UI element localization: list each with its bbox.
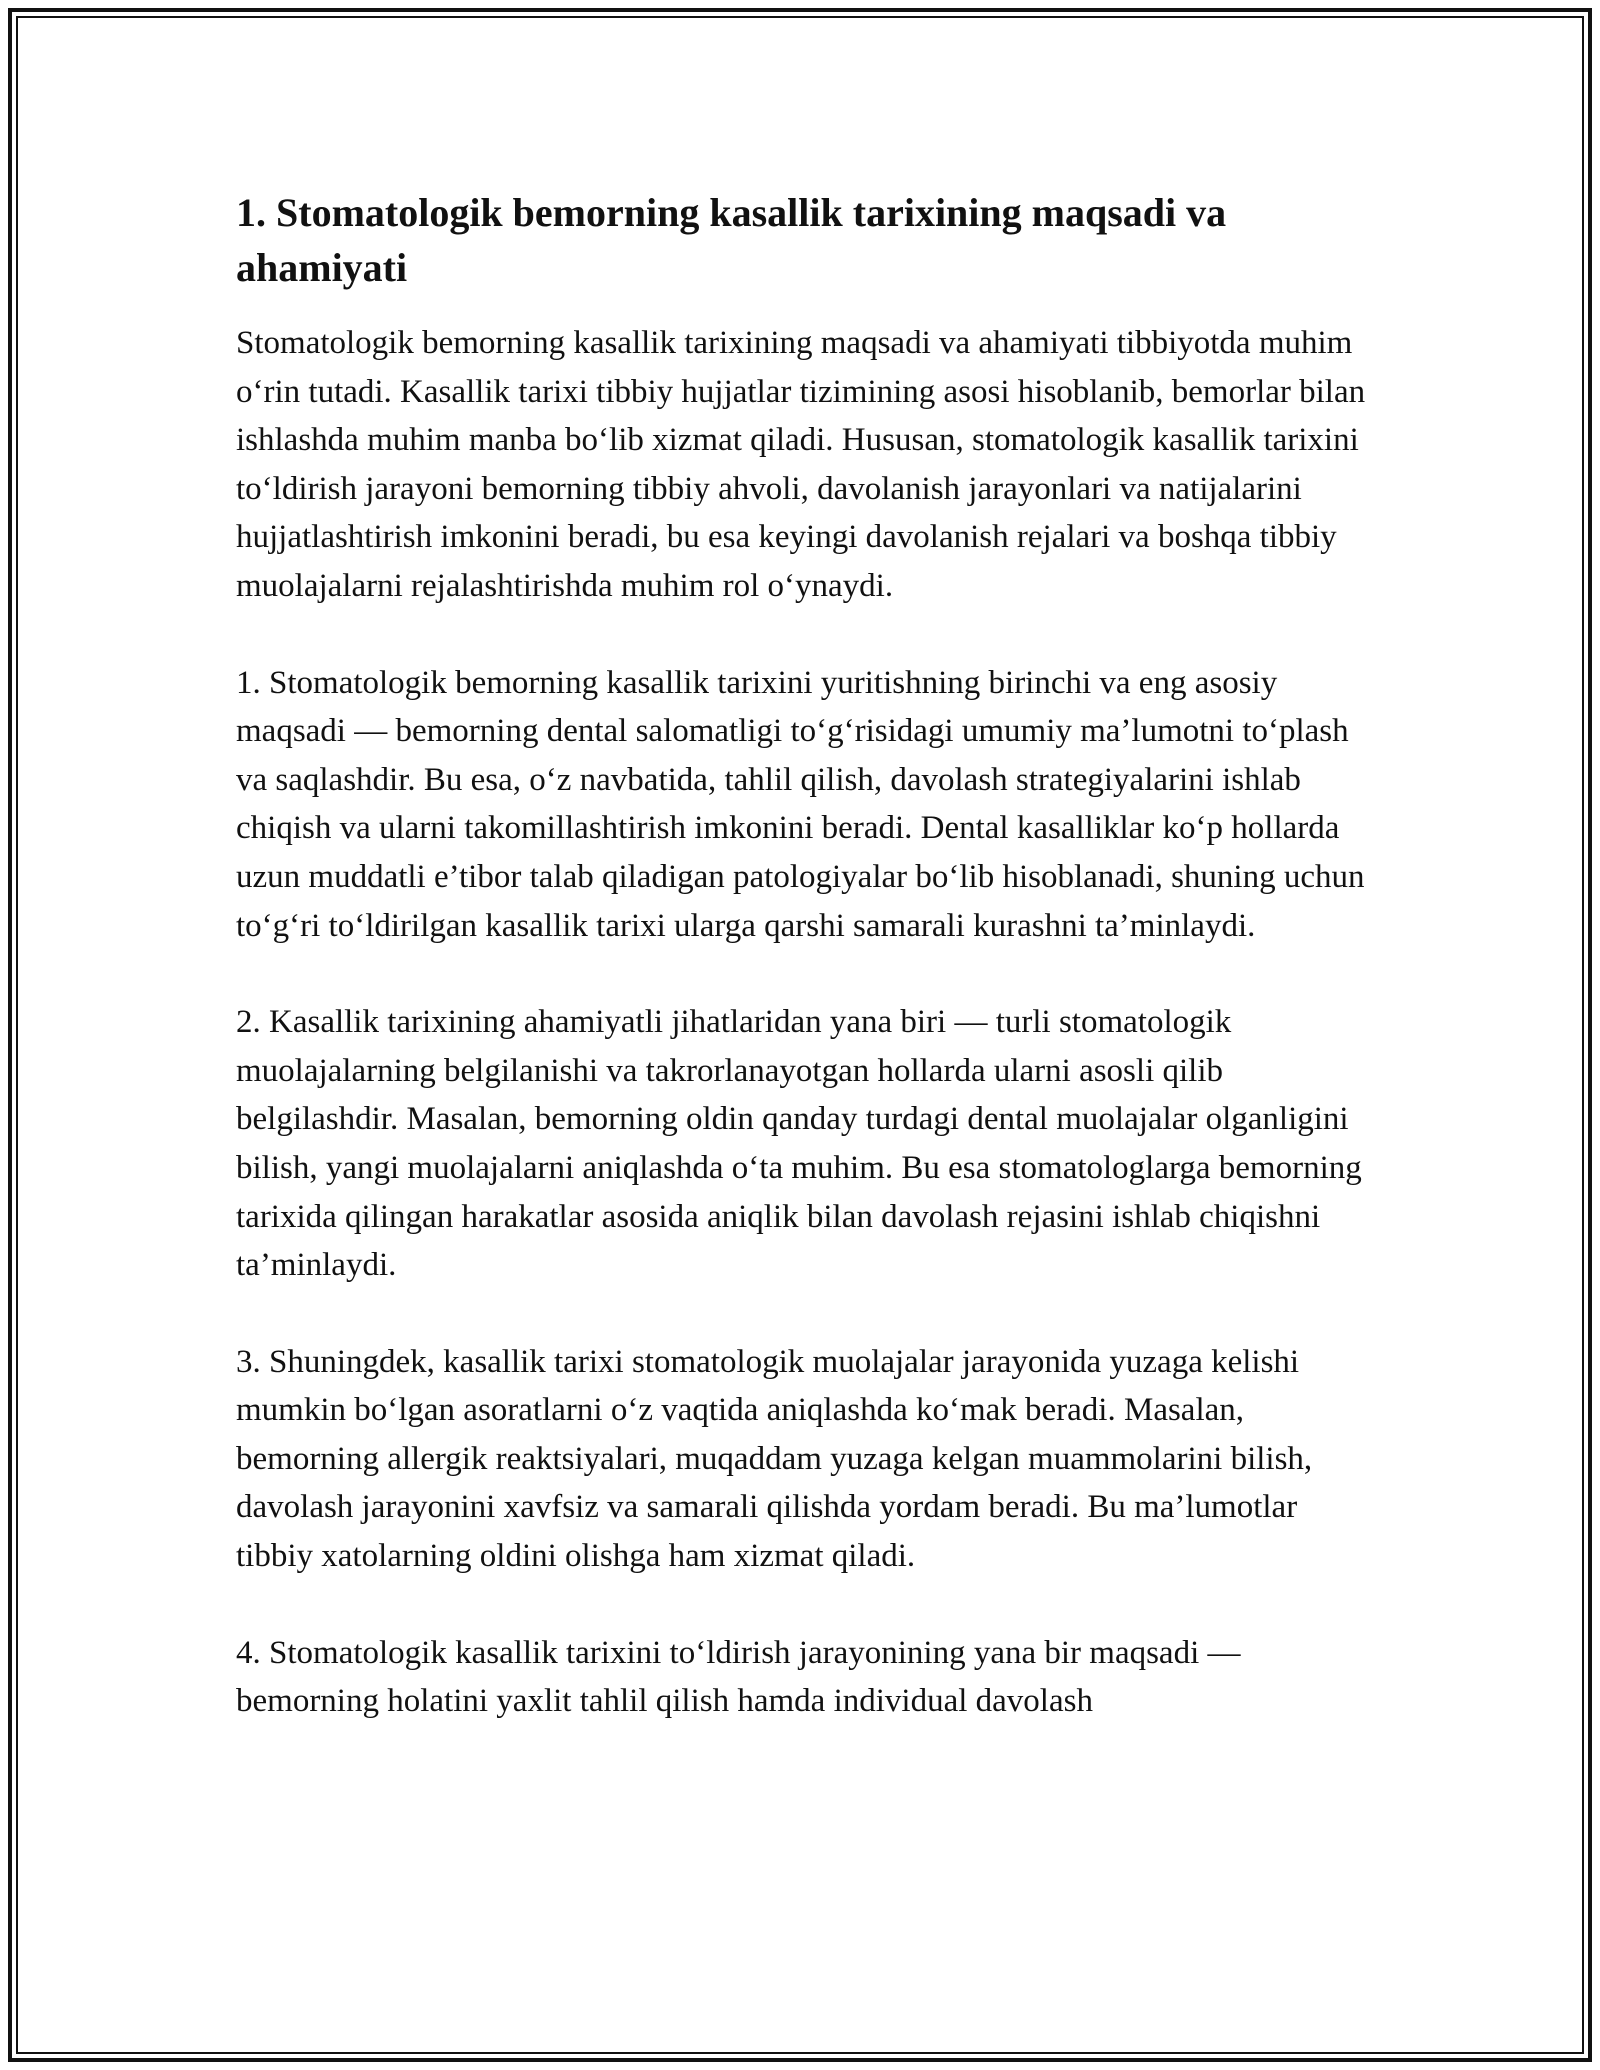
document-body — [236, 185, 1366, 1774]
intro-paragraph: Stomatologik bemorning kasallik tarixining maqsadi va ahamiyati tibbiyotda muhim o‘rin tutadi. Kasallik tarixi tibbiy hujjatlar tizimining asosi hisoblanib, bemorlar bilan ishlashda muhim manba bo‘lib xizmat qiladi. Hususan, stomatologik kasallik tarixini to‘ldirish jarayoni bemorning tibbiy ahvoli, davolanish jarayonlari va natijalarini hujjatlashtirish imkonini beradi, bu esa keyingi davolanish rejalari va boshqa tibbiy muolajalarni rejalashtirishda muhim rol o‘ynaydi. — [236, 325, 1366, 604]
paragraph-point-3: 3. Shuningdek, kasallik tarixi stomatologik muolajalar jarayonida yuzaga kelishi mumkin bo‘lgan asoratlarni o‘z vaqtida aniqlashda ko‘mak beradi. Masalan, bemorning allergik reaktsiyalari, muqaddam yuzaga kelgan muammolarini bilish, davolash jarayonini xavfsiz va samarali qilishda yordam beradi. Bu ma’lumotlar tibbiy xatolarning oldini olishga ham xizmat qiladi. — [236, 1343, 1313, 1575]
paragraph-point-1: 1. Stomatologik bemorning kasallik tarixini yuritishning birinchi va eng asosiy maqsadi — bemorning dental salomatligi to‘g‘risidagi umumiy ma’lumotni to‘plash va saqlashdir. Bu esa, o‘z navbatida, tahlil qilish, davolash strategiyalarini ishlab chiqish va ularni takomillashtirish imkonini beradi. Dental kasalliklar ko‘p hollarda uzun muddatli e’tibor talab qiladigan patologiyalar bo‘lib hisoblanadi, shuning uchun to‘g‘ri to‘ldirilgan kasallik tarixi ularga qarshi samarali kurashni ta’minlaydi. — [236, 664, 1365, 944]
section-heading: 1. Stomatologik bemorning kasallik tarixining maqsadi va ahamiyati — [236, 190, 1227, 290]
paragraph-point-2: 2. Kasallik tarixining ahamiyatli jihatlaridan yana biri — turli stomatologik muolajalarning belgilanishi va takrorlanayotgan hollarda ularni asosli qilib belgilashdir. Masalan, bemorning oldin qanday turdagi dental muolajalar olganligini bilish, yangi muolajalarni aniqlashda o‘ta muhim. Bu esa stomatologlarga bemorning tarixida qilingan harakatlar asosida aniqlik bilan davolash rejasini ishlab chiqishni ta’minlaydi. — [236, 1004, 1362, 1284]
paragraph-point-4: 4. Stomatologik kasallik tarixini to‘ldirish jarayonining yana bir maqsadi — bemorning holatini yaxlit tahlil qilish hamda individual davolash — [236, 1634, 1241, 1720]
